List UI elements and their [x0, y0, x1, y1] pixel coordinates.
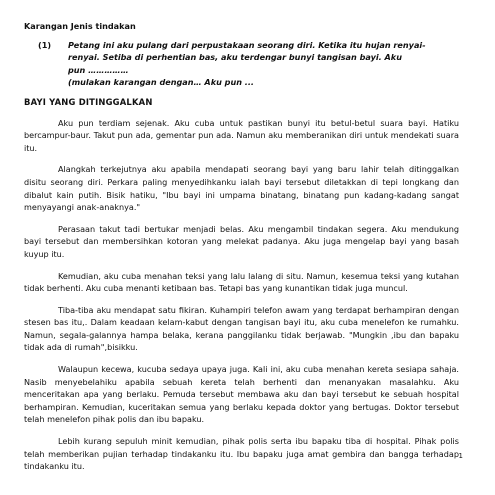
paragraph: Perasaan takut tadi bertukar menjadi belas. Aku mengambil tindakan segera. Aku mendukung bayi tersebut dan membersihkan kotoran yang melekat padanya. Aku juga mengelap bayi yang basah kuyup itu. — [24, 223, 459, 259]
task-text — [68, 39, 426, 89]
task-line: renyai. Setiba di perhentian bas, aku terdengar bunyi tangisan bayi. Aku — [68, 52, 402, 63]
paragraph: Aku pun terdiam sejenak. Aku cuba untuk pastikan bunyi itu betul-betul suara bayi. Hatiku bercampur-baur. Takut pun ada, gementar pun ada. Namun aku memberanikan diri untuk mendekati suara itu. — [24, 117, 459, 153]
task-prompt — [24, 39, 459, 89]
document-heading: Karangan Jenis tindakan — [24, 21, 136, 31]
paragraph: Tiba-tiba aku mendapat satu fikiran. Kuhampiri telefon awam yang terdapat berhampiran dengan stesen bas itu,. Dalam keadaan kelam-kabut dengan tangisan bayi itu, aku cuba menelefon ke rumahku. Namun, segala-galannya hampa belaka, kerana panggilanku tidak berjawab. "Mungkin ,ibu dan bapaku tidak ada di rumah",bisikku. — [24, 304, 459, 353]
paragraph: Kemudian, aku cuba menahan teksi yang lalu lalang di situ. Namun, kesemua teksi yang kutahan tidak berhenti. Aku cuba menanti ketibaan bas. Tetapi bas yang kunantikan tidak juga muncul. — [24, 270, 459, 294]
page-number: 1 — [458, 452, 463, 461]
task-line: pun …………… — [68, 64, 129, 75]
paragraph: Alangkah terkejutnya aku apabila mendapati seorang bayi yang baru lahir telah ditinggalkan disitu seorang diri. Perkara paling menyedihkanku ialah bayi tersebut diletakkan di tepi longkang dan dibalut kain putih. Bisik hatiku, "Ibu bayi ini umpama binatang, binatang pun kadang-kadang sangat menyayangi anak-anaknya." — [24, 164, 459, 213]
task-line: (mulakan karangan dengan… Aku pun ... — [68, 77, 255, 88]
task-number: (1) — [38, 39, 52, 50]
paragraph: Lebih kurang sepuluh minit kemudian, pihak polis serta ibu bapaku tiba di hospital. Pihak polis telah memberikan pujian terhadap tindakanku itu. Ibu bapaku juga amat gembira dan bangga terhadap tindakanku itu. — [24, 436, 459, 472]
paragraph: Walaupun kecewa, kucuba sedaya upaya juga. Kali ini, aku cuba menahan kereta sesiapa sahaja. Nasib menyebelahiku apabila sebuah kereta telah berhenti dan menanyakan masalahku. Aku menceritakan apa yang berlaku. Pemuda tersebut membawa aku dan bayi tersebut ke sebuah hospital berhampiran. Kemudian, kuceritakan semua yang berlaku kepada doktor yang bertugas. Doktor tersebut telah menelefon pihak polis dan ibu bapaku. — [24, 364, 459, 425]
task-line: Petang ini aku pulang dari perpustakaan seorang diri. Ketika itu hujan renyai- — [68, 39, 426, 50]
story-title: BAYI YANG DITINGGALKAN — [24, 96, 153, 107]
